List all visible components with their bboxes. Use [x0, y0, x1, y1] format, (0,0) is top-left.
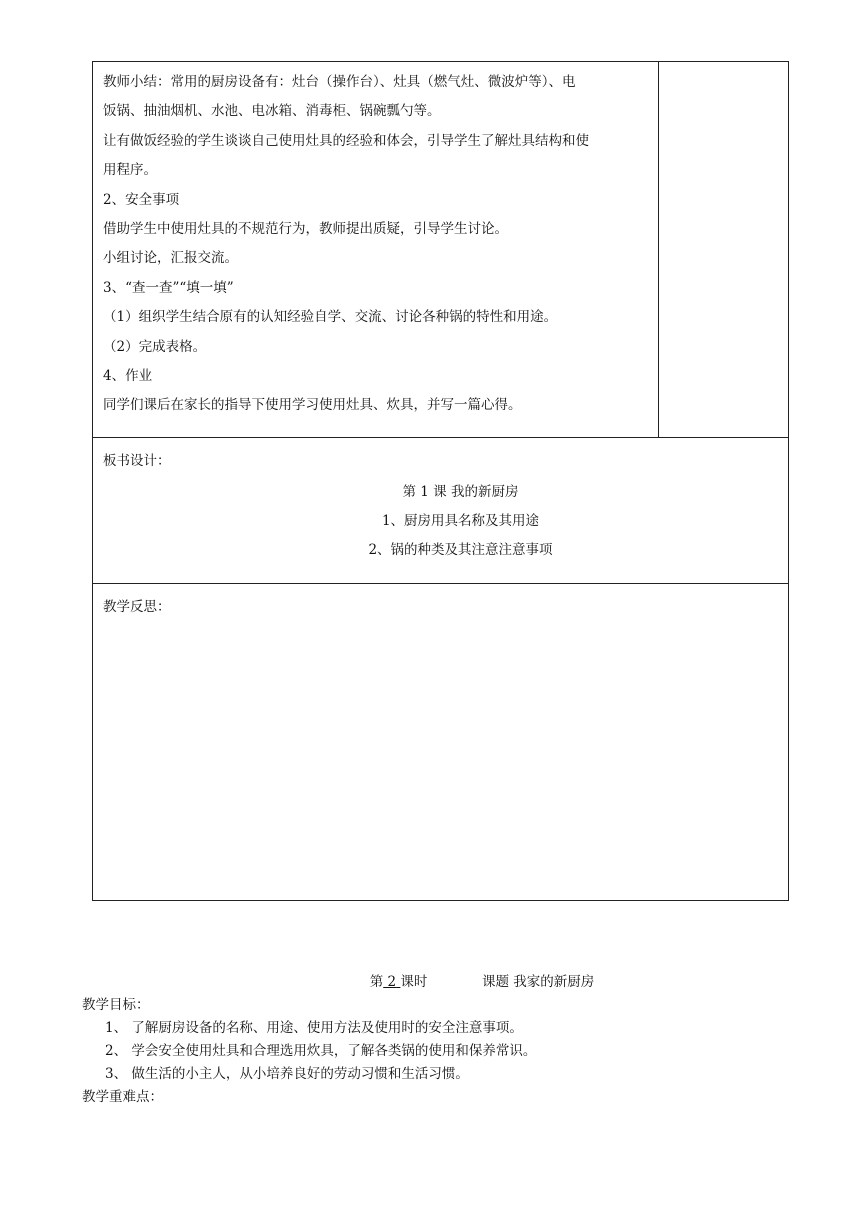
process-line: （1）组织学生结合原有的认知经验自学、交流、讨论各种锅的特性和用途。	[103, 309, 558, 326]
process-line: 教师小结：常用的厨房设备有：灶台（操作台）、灶具（燃气灶、微波炉等）、电	[103, 74, 576, 90]
process-line: 3、“查一查”“填一填”	[103, 279, 234, 296]
lesson-table	[92, 61, 789, 901]
process-line: 借助学生中使用灶具的不规范行为，教师提出质疑，引导学生讨论。	[103, 221, 508, 238]
lesson-header	[82, 970, 782, 994]
process-line: 让有做饭经验的学生谈谈自己使用灶具的经验和体会，引导学生了解灶具结构和使	[103, 132, 589, 149]
process-line: 小组讨论，汇报交流。	[103, 250, 238, 267]
board-design-row	[93, 438, 788, 584]
notes-cell	[659, 62, 788, 437]
objective-item: 2、 学会安全使用灶具和合理选用炊具，了解各类锅的使用和保养常识。	[105, 1043, 537, 1059]
lesson-suffix: 课时	[400, 974, 428, 990]
process-line: 2、安全事项	[103, 191, 180, 208]
process-line: 饭锅、抽油烟机、水池、电冰箱、消毒柜、锅碗瓢勺等。	[103, 103, 441, 120]
process-line: 同学们课后在家长的指导下使用学习使用灶具、炊具，并写一篇心得。	[103, 397, 522, 414]
process-line: 用程序。	[103, 162, 157, 179]
process-row	[93, 62, 788, 438]
process-cell	[93, 62, 659, 437]
board-line: 第 1 课 我的新厨房	[402, 484, 519, 500]
lesson-topic: 课题 我家的新厨房	[481, 974, 595, 990]
objective-item: 3、 做生活的小主人，从小培养良好的劳动习惯和生活习惯。	[105, 1066, 469, 1082]
process-line: 4、作业	[103, 368, 153, 385]
lesson-number: 2	[387, 974, 397, 990]
reflection-row	[93, 584, 788, 900]
objective-item: 1、 了解厨房设备的名称、用途、使用方法及使用时的安全注意事项。	[105, 1020, 523, 1036]
board-line: 2、锅的种类及其注意注意事项	[368, 542, 553, 558]
keypoints-label: 教学重难点：	[82, 1089, 163, 1105]
lesson-prefix: 第	[369, 974, 384, 990]
board-line: 1、厨房用具名称及其用途	[381, 513, 540, 529]
reflection-label: 教学反思：	[103, 599, 171, 615]
board-design-label: 板书设计：	[103, 453, 171, 469]
lesson-2-section	[82, 970, 782, 1109]
process-line: （2）完成表格。	[103, 338, 207, 355]
objectives-label: 教学目标：	[82, 997, 150, 1013]
